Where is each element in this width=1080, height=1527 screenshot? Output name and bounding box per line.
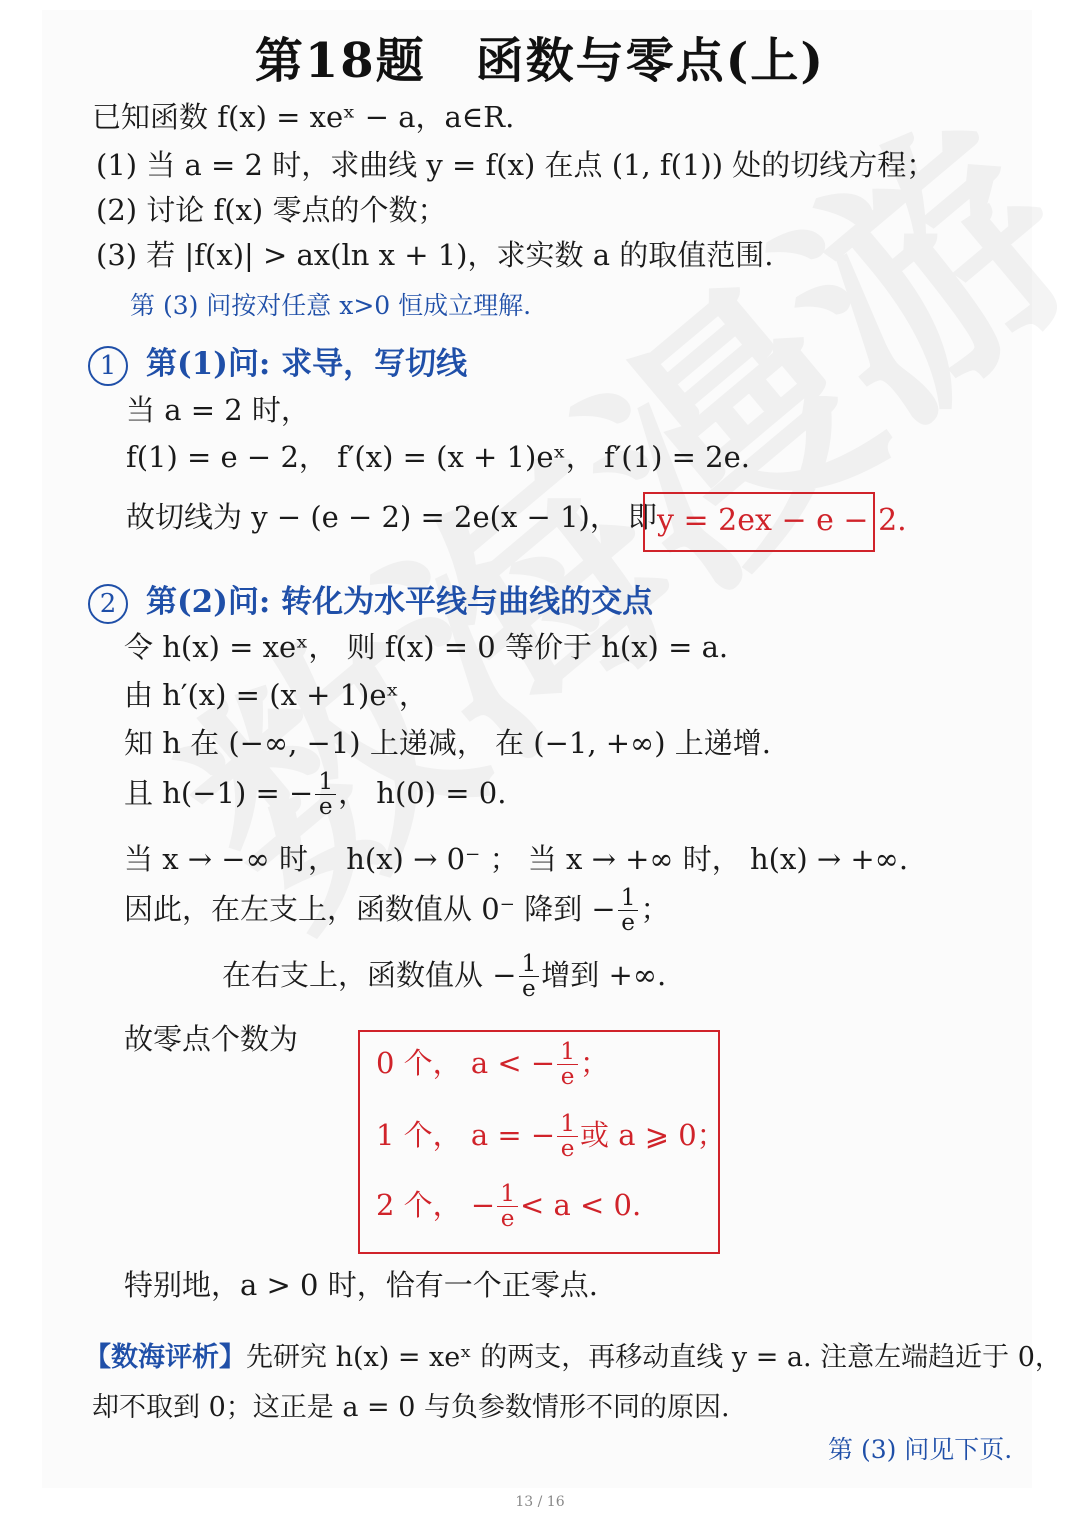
case-suffix: 或 a ⩾ 0； (579, 1117, 726, 1152)
part2-line4-suffix: ， h(0) = 0. (338, 775, 507, 810)
zero-count-case (376, 1112, 726, 1162)
tangent-answer: y = 2ex − e − 2. (657, 503, 907, 538)
problem-note: 第 (3) 问按对任意 x>0 恒成立理解. (130, 291, 532, 320)
fraction-denominator: e (621, 909, 635, 937)
fraction-1-over-e (497, 1182, 518, 1232)
fraction-numerator: 1 (315, 770, 336, 795)
part2-number-badge: 2 (88, 584, 128, 624)
fraction-1-over-e (557, 1112, 578, 1162)
part1-line3: 故切线为 y − (e − 2) = 2e(x − 1)， 即 (126, 500, 658, 534)
part1-number-badge: 1 (88, 346, 128, 386)
commentary-line1 (84, 1342, 1062, 1374)
commentary-tag: 【数海评析】 (84, 1342, 246, 1373)
part2-line9: 特别地，a > 0 时，恰有一个正零点. (124, 1268, 598, 1302)
fraction-1-over-e (557, 1040, 578, 1090)
fraction-denominator: e (318, 793, 333, 821)
case-prefix: 1 个， a = − (376, 1117, 556, 1152)
part2-heading-text: 第(2)问: 转化为水平线与曲线的交点 (146, 584, 654, 620)
part1-heading-text: 第(1)问: 求导，写切线 (146, 346, 468, 382)
fraction-numerator: 1 (497, 1182, 518, 1207)
case-suffix: ； (579, 1045, 609, 1080)
fraction-numerator: 1 (618, 886, 639, 911)
question-3: (3) 若 |f(x)| > ax(ln x + 1)，求实数 a 的取值范围. (96, 238, 774, 272)
fraction-1-over-e (519, 952, 540, 1002)
part2-line4-prefix: 且 h(−1) = − (124, 775, 314, 810)
commentary-text-1: 先研究 h(x) = xeˣ 的两支，再移动直线 y = a. 注意左端趋近于 0， (246, 1342, 1062, 1373)
part2-heading (88, 576, 653, 624)
fraction-numerator: 1 (557, 1112, 578, 1137)
fraction-numerator: 1 (557, 1040, 578, 1065)
part2-line7 (222, 952, 666, 1002)
fraction-numerator: 1 (519, 952, 540, 977)
part2-line2: 由 h′(x) = (x + 1)eˣ， (124, 678, 428, 712)
part1-heading (88, 338, 467, 386)
part2-line3: 知 h 在 (−∞, −1) 上递减， 在 (−1, +∞) 上递增. (124, 726, 771, 760)
part2-line6-prefix: 因此，在左支上，函数值从 0⁻ 降到 − (124, 891, 616, 926)
question-2: (2) 讨论 f(x) 零点的个数； (96, 193, 447, 227)
fraction-denominator: e (560, 1135, 575, 1163)
fraction-denominator: e (560, 1063, 575, 1091)
commentary-line2: 却不取到 0；这正是 a = 0 与负参数情形不同的原因. (92, 1392, 730, 1423)
fraction-1-over-e (618, 886, 639, 936)
part2-line7-prefix: 在右支上，函数值从 − (222, 957, 517, 992)
case-suffix: < a < 0. (519, 1187, 642, 1222)
zero-count-case (376, 1182, 641, 1232)
fraction-denominator: e (500, 1205, 515, 1233)
part2-line4 (124, 770, 506, 820)
part1-line1: 当 a = 2 时， (126, 393, 310, 427)
question-1: (1) 当 a = 2 时，求曲线 y = f(x) 在点 (1, f(1)) 处的切线方程； (96, 148, 936, 182)
page-title: 第18题 函数与零点(上) (254, 33, 826, 89)
fraction-denominator: e (522, 975, 536, 1003)
problem-intro: 已知函数 f(x) = xeˣ − a，a∈R. (92, 100, 515, 134)
part2-line6 (124, 886, 670, 936)
zero-count-case (376, 1040, 609, 1090)
part2-line7-suffix: 增到 +∞. (541, 957, 667, 992)
page-number: 13 / 16 (515, 1494, 565, 1510)
fraction-1-over-e (315, 770, 336, 820)
case-prefix: 0 个， a < − (376, 1045, 556, 1080)
tangent-answer-box (643, 492, 907, 552)
part2-line8: 故零点个数为 (124, 1022, 299, 1056)
part2-line1: 令 h(x) = xeˣ， 则 f(x) = 0 等价于 h(x) = a. (124, 630, 729, 664)
part1-line2: f(1) = e − 2， f′(x) = (x + 1)eˣ， f′(1) = 2e. (126, 440, 750, 474)
part2-line6-suffix: ； (640, 891, 670, 926)
part2-line5: 当 x → −∞ 时， h(x) → 0⁻ ； 当 x → +∞ 时， h(x) → +∞. (124, 842, 909, 876)
case-prefix: 2 个， − (376, 1187, 496, 1222)
next-page-note: 第 (3) 问见下页. (828, 1435, 1013, 1464)
